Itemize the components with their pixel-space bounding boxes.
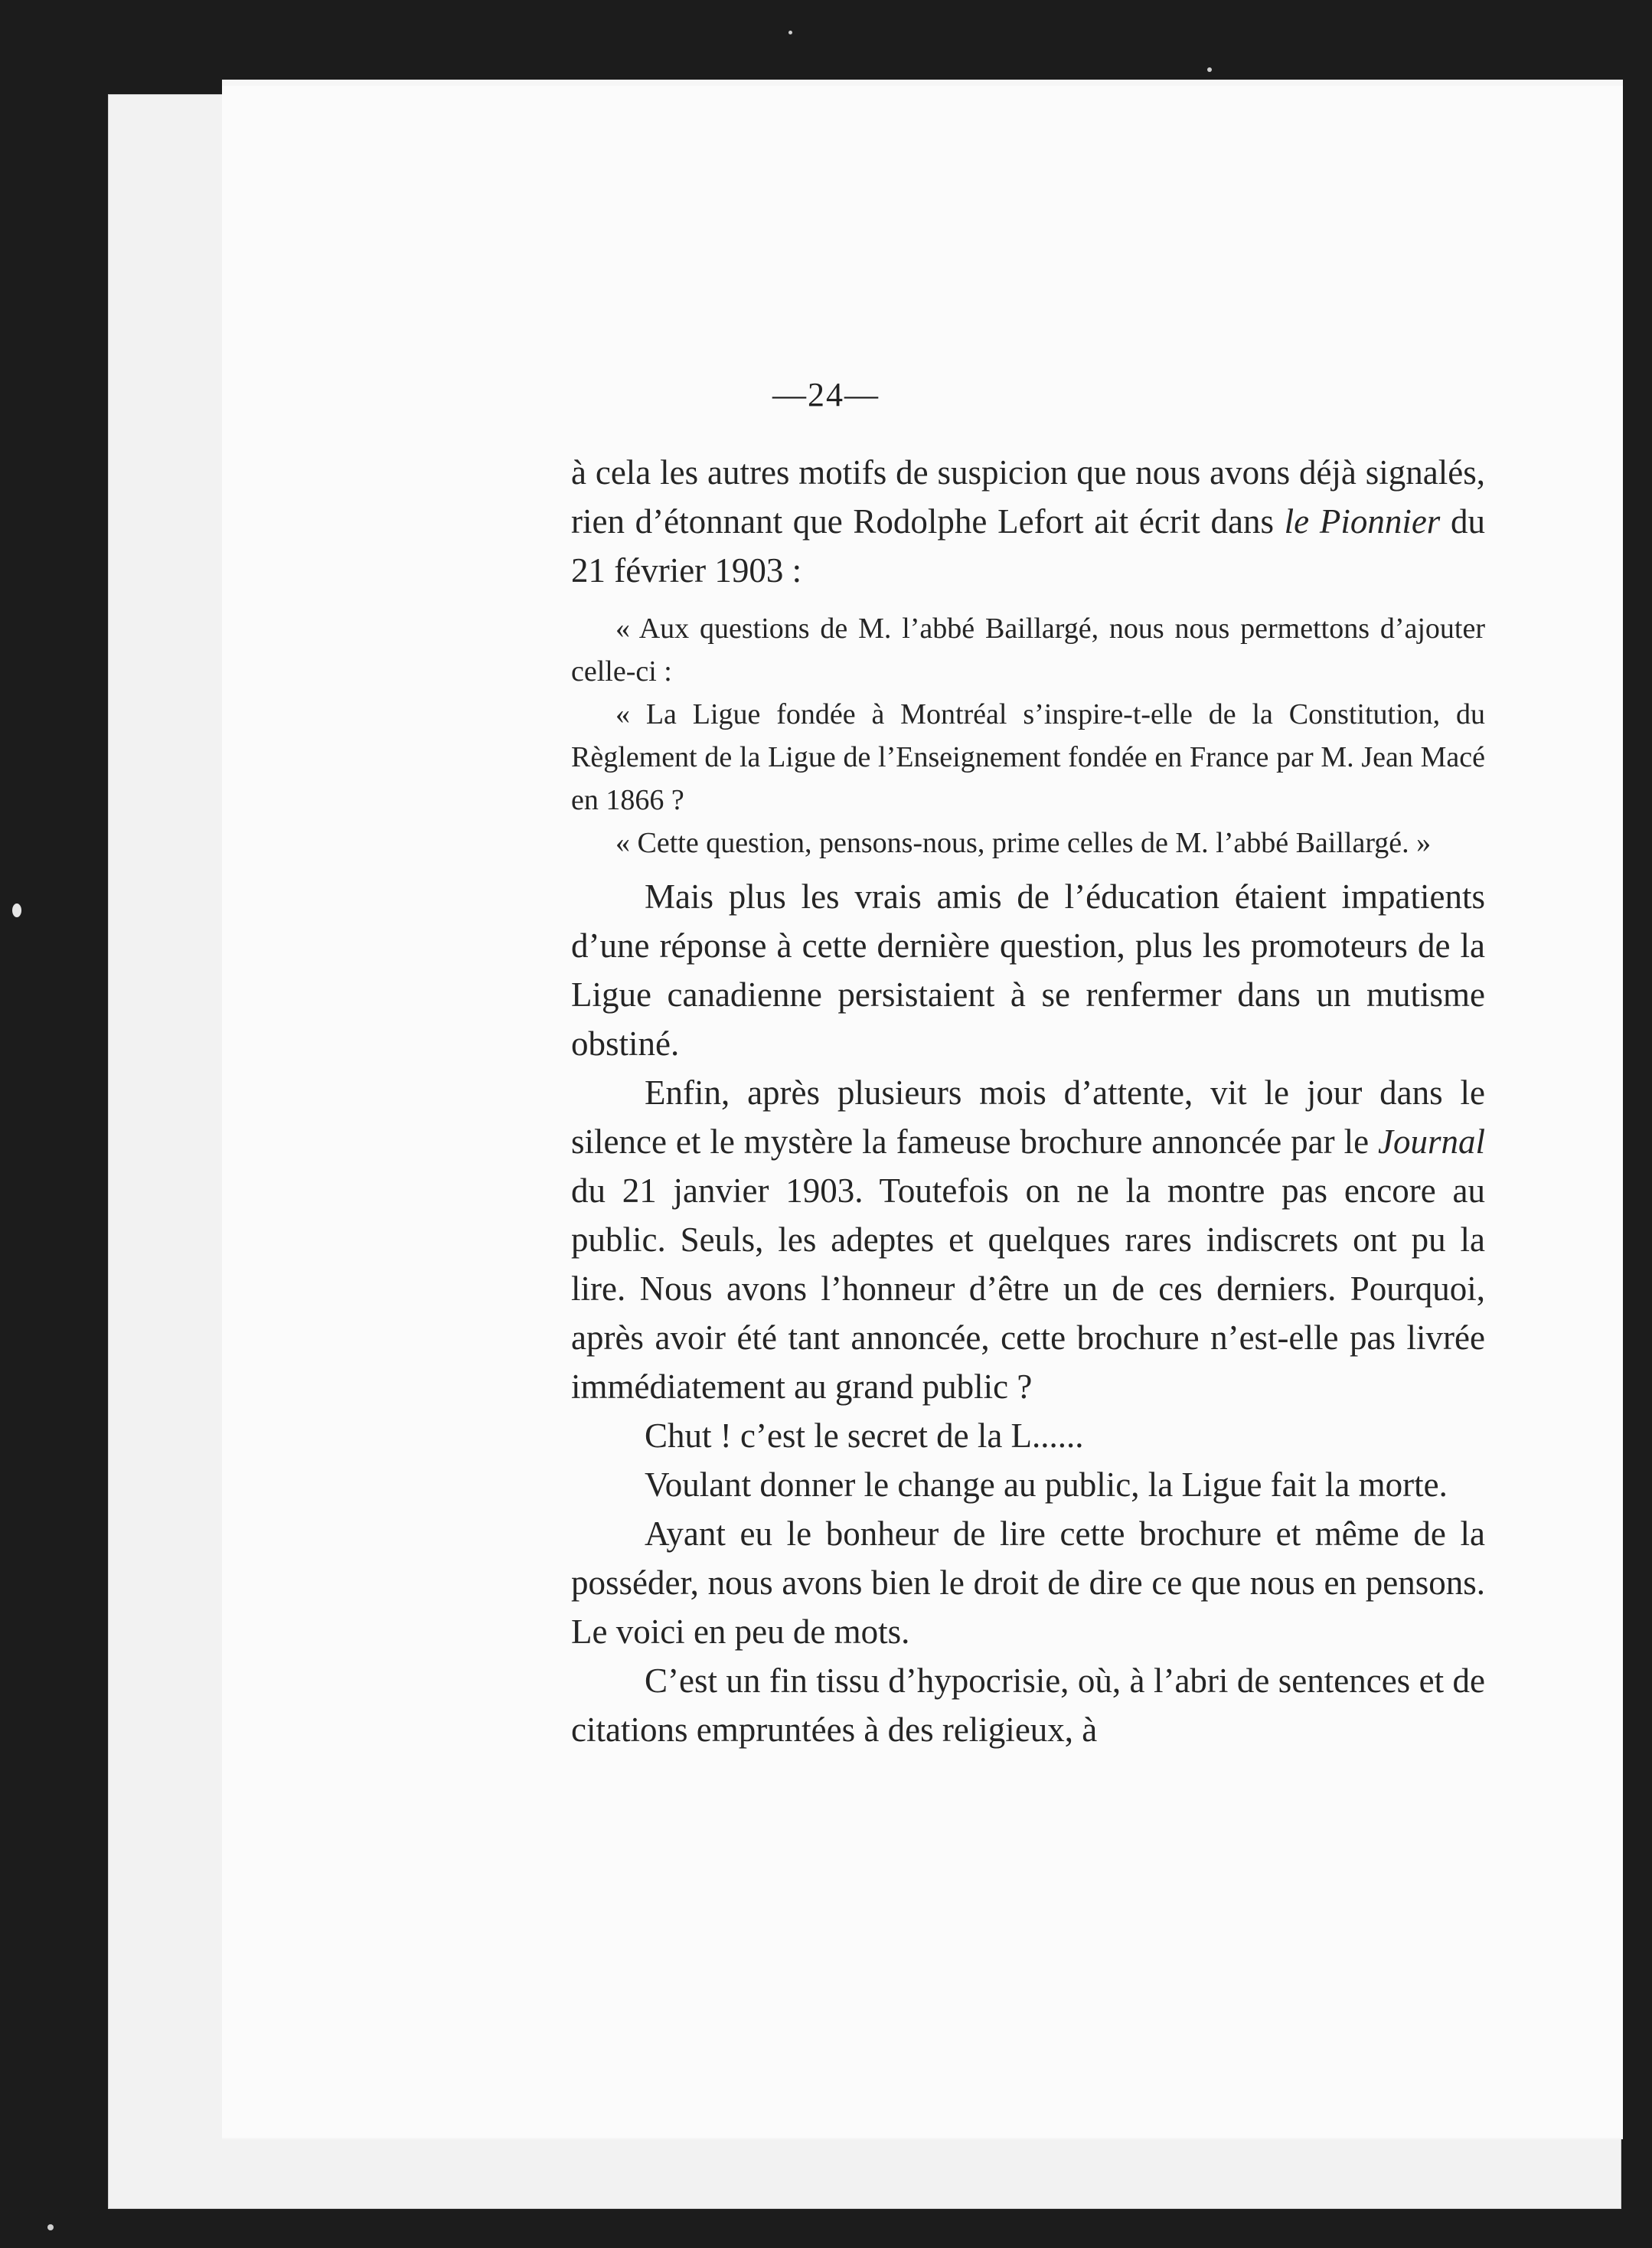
- body-paragraph: [571, 1411, 1485, 1460]
- block-quote-paragraph: [571, 822, 1485, 864]
- body-paragraph: [571, 1068, 1485, 1411]
- text-run: Chut ! c’est le secret de la L......: [645, 1416, 1084, 1455]
- text-run: « La Ligue fondée à Montréal s’inspire-t-elle de la Constitution, du Règlement de la Ligue de l’Enseignement fondée en France par M. Jean Macé en 1866 ?: [571, 698, 1485, 816]
- body-paragraph: [571, 1656, 1485, 1754]
- body-paragraph: [571, 1460, 1485, 1509]
- dust-speck: [1207, 67, 1212, 72]
- page-number: —24—: [772, 376, 880, 413]
- text-run: Ayant eu le bonheur de lire cette brochure et même de la posséder, nous avons bien le droit de dire ce que nous en pensons. Le voici en peu de mots.: [571, 1514, 1485, 1651]
- text-run: du 21 février 1903 :: [571, 502, 1485, 590]
- dust-speck: [12, 903, 21, 917]
- page-text: [571, 448, 1485, 1754]
- text-run: Mais plus les vrais amis de l’éducation étaient impatients d’une réponse à cette dernière question, plus les promoteurs de la Ligue canadienne persistaient à se renfermer dans un mutisme obstiné.: [571, 877, 1485, 1063]
- dust-speck: [47, 2224, 54, 2230]
- text-run: « Aux questions de M. l’abbé Baillargé, nous nous permettons d’ajouter celle-ci :: [571, 613, 1485, 688]
- block-quote-paragraph: [571, 607, 1485, 693]
- body-paragraph: [571, 448, 1485, 595]
- body-paragraph: [571, 872, 1485, 1068]
- italic-title: le Pionnier: [1284, 502, 1441, 541]
- text-run: Voulant donner le change au public, la Ligue fait la morte.: [645, 1465, 1448, 1504]
- body-paragraph: [571, 1509, 1485, 1656]
- text-run: C’est un fin tissu d’hypocrisie, où, à l’abri de sentences et de citations empruntées à des religieux, à: [571, 1661, 1485, 1749]
- dust-speck: [788, 31, 792, 34]
- text-run: à cela les autres motifs de suspicion que nous avons déjà signalés, rien d’étonnant que Rodolphe Lefort ait écrit dans: [571, 453, 1485, 541]
- text-run: du 21 janvier 1903. Toutefois on ne la montre pas encore au public. Seuls, les adeptes et quelques rares indiscrets ont pu la lire. Nous avons l’honneur d’être un de ces derniers. Pourquoi, après avoir été tant annoncée, cette brochure n’est-elle pas livrée immédiatement au grand public ?: [571, 1171, 1485, 1406]
- text-run: « Cette question, pensons-nous, prime celles de M. l’abbé Baillargé. »: [615, 827, 1432, 859]
- text-run: Enfin, après plusieurs mois d’attente, vit le jour dans le silence et le mystère la fameuse brochure annoncée par le: [571, 1073, 1485, 1161]
- block-quote-paragraph: [571, 693, 1485, 822]
- italic-title: Journal: [1378, 1122, 1485, 1161]
